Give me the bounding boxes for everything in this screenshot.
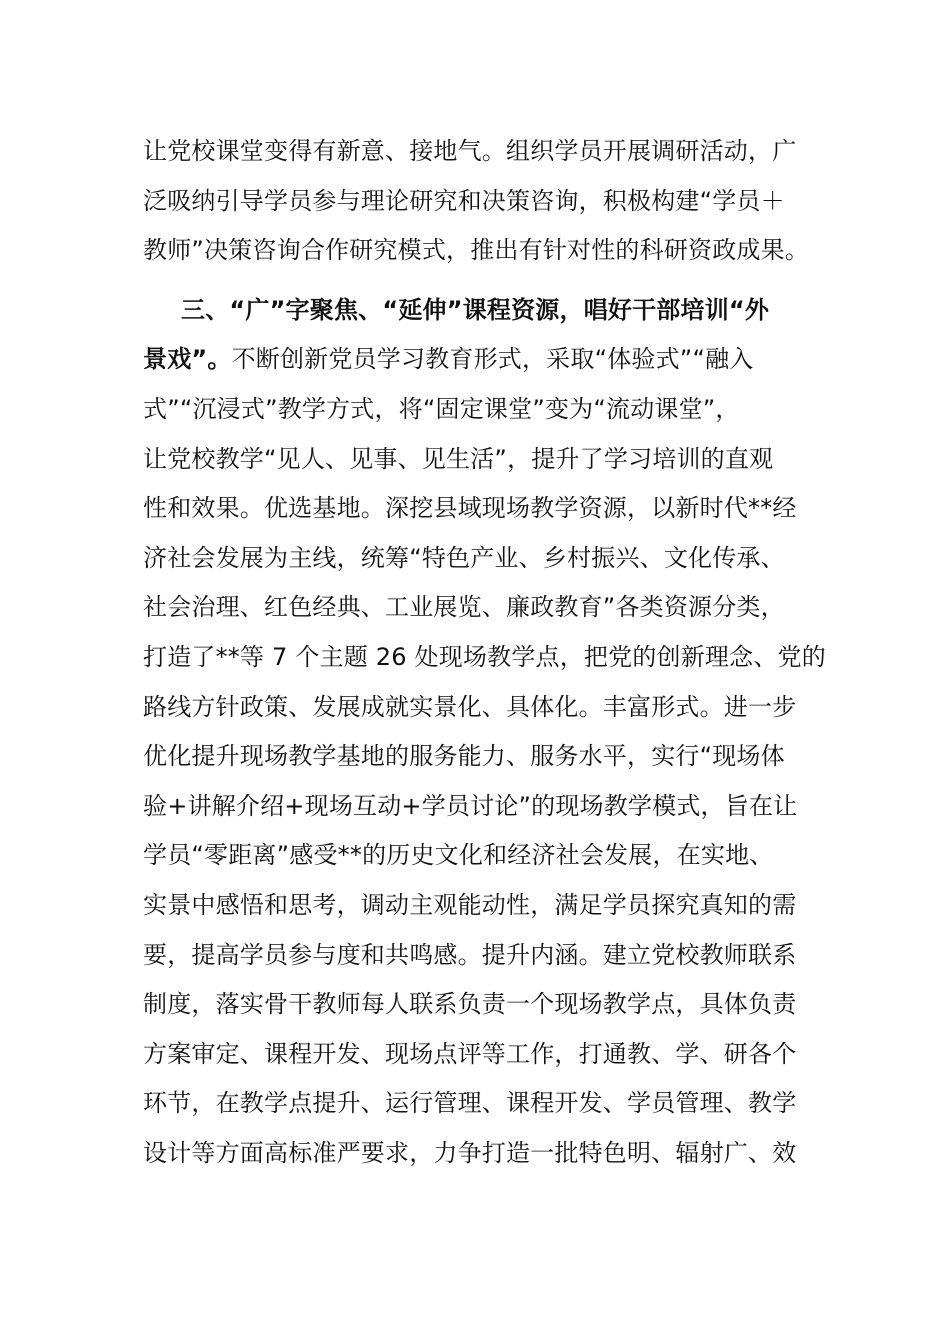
text-line: 让党校课堂变得有新意、接地气。组织学员开展调研活动，广 xyxy=(143,137,797,165)
text-line: 优化提升现场教学基地的服务能力、服务水平，实行“现场体 xyxy=(143,742,785,771)
text-line: 社会治理、红色经典、工业展览、廉政教育”各类资源分类， xyxy=(143,593,785,622)
text-line: 让党校教学“见人、见事、见生活”，提升了学习培训的直观 xyxy=(143,444,774,473)
text-line: 打造了**等 7 个主题 26 处现场教学点，把党的创新理念、党的 xyxy=(143,642,826,671)
section-heading-end: 景戏”。 xyxy=(143,345,232,374)
body-text xyxy=(143,127,826,1178)
text-line: 教师”决策咨询合作研究模式，推出有针对性的科研资政成果。 xyxy=(143,236,810,265)
paragraph-gap xyxy=(143,276,823,286)
text-line: 实景中感悟和思考，调动主观能动性，满足学员探究真知的需 xyxy=(143,890,797,919)
text-line: 式”“沉浸式”教学方式，将“固定课堂”变为“流动课堂”， xyxy=(143,394,740,423)
text-line: 性和效果。优选基地。深挖县域现场教学资源，以新时代**经 xyxy=(143,494,797,523)
text-line-rest: 不断创新党员学习教育形式，采取“体验式”“融入 xyxy=(231,345,754,374)
text-line: 学员“零距离”感受**的历史文化和经济社会发展，在实地、 xyxy=(143,841,774,870)
paragraph-1 xyxy=(143,127,823,276)
section-heading: 三、“广”字聚焦、“延伸”课程资源，唱好干部培训“外 xyxy=(181,295,770,324)
text-line: 设计等方面高标准严要求，力争打造一批特色明、辐射广、效 xyxy=(143,1138,797,1167)
text-line xyxy=(143,335,823,385)
text-line: 制度，落实骨干教师每人联系负责一个现场教学点，具体负责 xyxy=(143,990,797,1019)
text-line: 方案审定、课程开发、现场点评等工作，打通教、学、研各个 xyxy=(143,1039,797,1068)
paragraph-2 xyxy=(143,286,826,1179)
text-line: 路线方针政策、发展成就实景化、具体化。丰富形式。进一步 xyxy=(143,692,797,721)
text-line: 环节，在教学点提升、运行管理、课程开发、学员管理、教学 xyxy=(143,1089,797,1118)
text-line: 验+讲解介绍+现场互动+学员讨论”的现场教学模式，旨在让 xyxy=(143,791,798,820)
text-line: 要，提高学员参与度和共鸣感。提升内涵。建立党校教师联系 xyxy=(143,940,797,969)
text-line: 泛吸纳引导学员参与理论研究和决策咨询，积极构建“学员＋ xyxy=(143,186,785,215)
text-line: 济社会发展为主线，统筹“特色产业、乡村振兴、文化传承、 xyxy=(143,543,785,572)
